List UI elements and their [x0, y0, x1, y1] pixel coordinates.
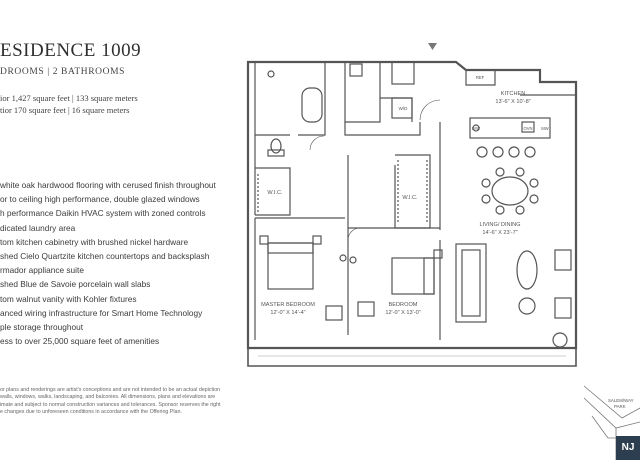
kitchen-dims: 13'-6" X 10'-8" [495, 99, 531, 105]
disclaimer-line: imate and subject to normal construction variances and tolerances. Sponsor reserves the right [0, 401, 221, 408]
feature-item: shed Blue de Savoie porcelain wall slabs [0, 279, 151, 290]
feature-item: dicated laundry area [0, 222, 76, 233]
residence-subtitle: DROOMS | 2 BATHROOMS [0, 67, 126, 77]
sofa [456, 244, 486, 322]
mw-label: MW [541, 126, 549, 131]
feature-item: white oak hardwood flooring with cerused finish throughout [0, 180, 216, 190]
feature-item: h performance Daikin HVAC system with zoned controls [0, 208, 206, 219]
exterior-area: tior 170 square feet | 16 square meters [0, 105, 130, 115]
feature-item: anced wiring infrastructure for Smart Home Technology [0, 307, 203, 318]
bedroom-bed [392, 258, 434, 294]
balcony [248, 348, 576, 366]
feature-item: tom kitchen cabinetry with brushed nickel hardware [0, 236, 189, 247]
brand-badge: NJ [616, 436, 640, 460]
site-street-2: PARK [614, 404, 626, 409]
master-bedroom-label: MASTER BEDROOM [261, 302, 315, 308]
feature-item: shed Cielo Quartzite kitchen countertops and backsplash [0, 250, 210, 261]
dining-table [492, 177, 528, 205]
bedroom-label: BEDROOM [388, 302, 418, 308]
wic-label-left: W.I.C. [267, 190, 283, 196]
feature-item: ess to over 25,000 square feet of amenities [0, 336, 160, 347]
feature-item: rmador appliance suite [0, 265, 84, 276]
disclaimer-line: e changes due to unforeseen conditions in accordance with the Offering Plan. [0, 408, 182, 415]
wic-label-center: W.I.C. [402, 195, 418, 201]
disclaimer-line: or plans and renderings are artist's conceptions and are not intended to be an actual depiction [0, 387, 221, 393]
living-dims: 14'-6" X 23'-7" [482, 230, 518, 236]
master-bedroom-dims: 12'-0" X 14'-4" [270, 310, 306, 316]
coffee-table [517, 251, 537, 289]
dw-label: D/W [471, 126, 481, 131]
interior-area: ior 1,427 square feet | 133 square meters [0, 93, 138, 103]
master-bed [268, 243, 313, 289]
site-street-1: SALEM/WAY [608, 398, 634, 403]
kitchen-label: KITCHEN [500, 91, 526, 97]
bedroom-dims: 12'-0" X 13'-0" [385, 310, 421, 316]
ref-label: REF [475, 75, 485, 80]
residence-title: ESIDENCE 1009 [0, 40, 142, 61]
north-arrow-icon [428, 43, 437, 50]
kitchen-island [470, 118, 550, 138]
feature-item: tom walnut vanity with Kohler fixtures [0, 293, 137, 304]
wd-label: W/D [398, 106, 408, 111]
living-label: LIVING/ DINING [479, 222, 521, 228]
feature-item: or to ceiling high performance, double glazed windows [0, 194, 200, 205]
feature-item: ple storage throughout [0, 321, 84, 332]
disclaimer-line: walls, windows, walks, landscaping, and balconies. All dimensions, plans and elevations are [0, 394, 216, 401]
ovn-label: OVN [523, 126, 533, 131]
